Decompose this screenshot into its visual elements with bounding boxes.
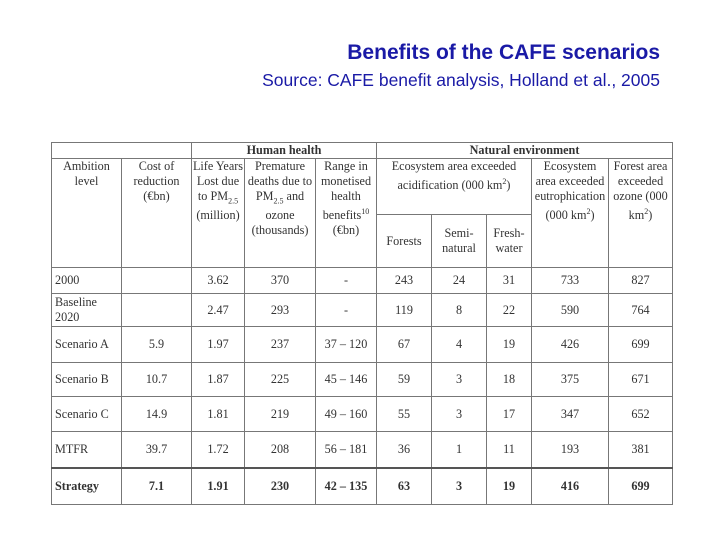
table-row [52, 397, 673, 432]
table-cell: 699 [609, 468, 673, 505]
table-cell: - [316, 268, 377, 294]
table-cell: 10.7 [122, 363, 192, 397]
table-row [52, 432, 673, 469]
group-header-row [52, 143, 673, 159]
table-cell: 37 – 120 [316, 327, 377, 363]
group-natural-environment: Natural environment [377, 143, 673, 159]
table-cell: 42 – 135 [316, 468, 377, 505]
table-cell: 225 [245, 363, 316, 397]
table-cell: 19 [487, 327, 532, 363]
table-cell [122, 294, 192, 327]
header-ambition: Ambition level [52, 159, 122, 268]
header-eutrophication: Ecosystem area exceeded eutrophication (000 $km^2$) [532, 159, 609, 268]
row-label: Scenario B [52, 363, 122, 397]
table-cell: 18 [487, 363, 532, 397]
table-cell: 39.7 [122, 432, 192, 469]
table-cell: 31 [487, 268, 532, 294]
table-cell: 375 [532, 363, 609, 397]
row-label: Baseline 2020 [52, 294, 122, 327]
table-cell: 827 [609, 268, 673, 294]
table-cell: 14.9 [122, 397, 192, 432]
table-cell: 119 [377, 294, 432, 327]
table-cell: 370 [245, 268, 316, 294]
table-cell: 63 [377, 468, 432, 505]
table-cell: 36 [377, 432, 432, 469]
table-cell: 671 [609, 363, 673, 397]
table-cell: 590 [532, 294, 609, 327]
row-label: Scenario C [52, 397, 122, 432]
header-cost: Cost of reduction (€bn) [122, 159, 192, 268]
table-cell: 426 [532, 327, 609, 363]
group-human-health: Human health [192, 143, 377, 159]
column-header-row [52, 159, 673, 215]
table-cell: 45 – 146 [316, 363, 377, 397]
table-cell: 22 [487, 294, 532, 327]
table-cell: 293 [245, 294, 316, 327]
table-cell: 67 [377, 327, 432, 363]
table-cell: 2.47 [192, 294, 245, 327]
header-fresh-water: Fresh-water [487, 215, 532, 268]
table-cell: 49 – 160 [316, 397, 377, 432]
table-cell: 24 [432, 268, 487, 294]
table-row [52, 468, 673, 505]
header-acidification: Ecosystem area exceeded acidification (000 $km^2$) [377, 159, 532, 215]
header-deaths: Premature deaths due to $PM_{2.5}$ and ozone (thousands) [245, 159, 316, 268]
table-cell: 59 [377, 363, 432, 397]
table-cell: 193 [532, 432, 609, 469]
table-cell: 5.9 [122, 327, 192, 363]
table-cell: 55 [377, 397, 432, 432]
table-cell: 764 [609, 294, 673, 327]
table-row [52, 363, 673, 397]
table-cell: 230 [245, 468, 316, 505]
table-cell: 7.1 [122, 468, 192, 505]
table-cell: 652 [609, 397, 673, 432]
table-cell: 208 [245, 432, 316, 469]
table-cell: 3 [432, 363, 487, 397]
table-row [52, 327, 673, 363]
table-cell: 8 [432, 294, 487, 327]
table-cell: 243 [377, 268, 432, 294]
slide-source: Source: CAFE benefit analysis, Holland et al., 2005 [262, 70, 660, 90]
header-semi-natural: Semi-natural [432, 215, 487, 268]
table-cell: 699 [609, 327, 673, 363]
table-cell: 1.87 [192, 363, 245, 397]
table-cell: 347 [532, 397, 609, 432]
row-label: Strategy [52, 468, 122, 505]
header-lyl: Life Years Lost due to $PM_{2.5}$ (million) [192, 159, 245, 268]
table-cell: 3 [432, 397, 487, 432]
table-cell: 11 [487, 432, 532, 469]
row-label: MTFR [52, 432, 122, 469]
table-cell: 219 [245, 397, 316, 432]
row-label: 2000 [52, 268, 122, 294]
table-cell: 1.91 [192, 468, 245, 505]
table-cell: 3.62 [192, 268, 245, 294]
table-cell: 381 [609, 432, 673, 469]
header-ozone: Forest area exceeded ozone (000 $km^2$) [609, 159, 673, 268]
table-row [52, 294, 673, 327]
header-forests: Forests [377, 215, 432, 268]
table-cell: 1 [432, 432, 487, 469]
table-cell: 237 [245, 327, 316, 363]
table-cell [122, 268, 192, 294]
cafe-scenarios-table [51, 142, 673, 505]
row-label: Scenario A [52, 327, 122, 363]
table-cell: 17 [487, 397, 532, 432]
table-cell: 1.81 [192, 397, 245, 432]
table-cell: 1.97 [192, 327, 245, 363]
table-cell: 3 [432, 468, 487, 505]
table-cell: 416 [532, 468, 609, 505]
table-cell: 19 [487, 468, 532, 505]
header-range: Range in monetised health benefits$^{10}$ (€bn) [316, 159, 377, 268]
slide-title: Benefits of the CAFE scenarios [347, 41, 660, 64]
table-row [52, 268, 673, 294]
table-cell: 1.72 [192, 432, 245, 469]
table-cell: 4 [432, 327, 487, 363]
table-cell: - [316, 294, 377, 327]
table-cell: 56 – 181 [316, 432, 377, 469]
table-cell: 733 [532, 268, 609, 294]
